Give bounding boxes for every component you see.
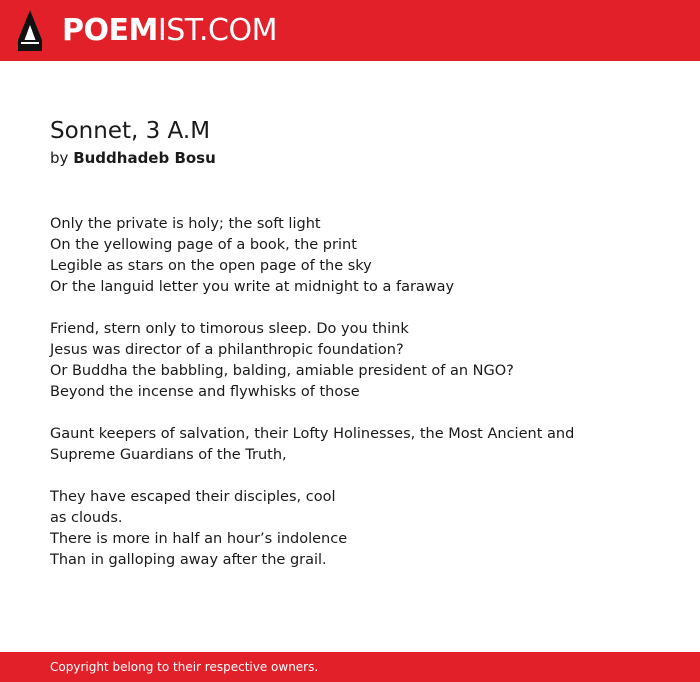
poem-line: There is more in half an hour’s indolence (50, 531, 348, 547)
poem-body (50, 214, 670, 571)
author-name: Buddhadeb Bosu (73, 149, 216, 167)
poem-line: Friend, stern only to timorous sleep. Do you think (50, 321, 409, 337)
by-label: by (50, 149, 69, 167)
site-logo-text[interactable] (62, 12, 277, 50)
stanza (50, 319, 670, 403)
poem-line: Supreme Guardians of the Truth, (50, 447, 287, 463)
stanza (50, 424, 670, 466)
poem-line: Or the languid letter you write at midnight to a faraway (50, 279, 455, 295)
byline (50, 147, 670, 169)
poem-title: Sonnet, 3 A.M (50, 118, 211, 144)
poem-line: Only the private is holy; the soft light (50, 216, 321, 232)
brand-bold: POEM (62, 13, 158, 48)
poem-line: Gaunt keepers of salvation, their Lofty Holinesses, the Most Ancient and (50, 426, 575, 442)
pen-nib-icon (18, 10, 42, 51)
site-header (0, 0, 700, 61)
poem-line: Jesus was director of a philanthropic foundation? (50, 342, 404, 358)
poem-line: They have escaped their disciples, cool (50, 489, 336, 505)
poem-line: Legible as stars on the open page of the sky (50, 258, 372, 274)
stanza (50, 214, 670, 298)
poem-line: On the yellowing page of a book, the print (50, 237, 357, 253)
copyright-text: Copyright belong to their respective owners. (50, 660, 319, 674)
poem-line: Or Buddha the babbling, balding, amiable president of an NGO? (50, 363, 514, 379)
poem-line: Than in galloping away after the grail. (50, 552, 327, 568)
stanza (50, 487, 670, 571)
site-footer (0, 652, 700, 682)
poem-content (50, 115, 670, 592)
brand-light: IST.COM (157, 13, 277, 48)
poem-line: as clouds. (50, 510, 123, 526)
poem-line: Beyond the incense and flywhisks of those (50, 384, 360, 400)
